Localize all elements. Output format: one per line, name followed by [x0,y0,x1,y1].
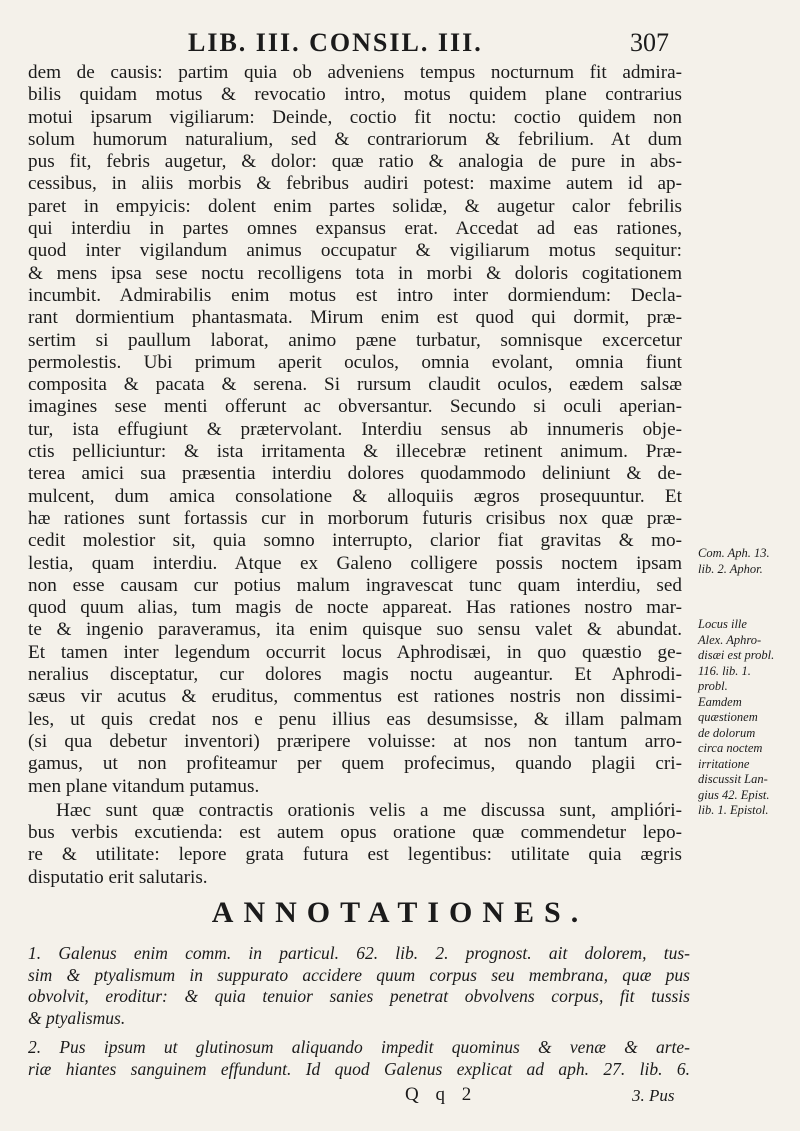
signature-mark: Q q 2 [405,1084,478,1105]
annotation-line: 2. Pus ipsum ut glutinosum aliquando impedit quominus & venæ & arte- [28,1037,690,1057]
margin-note-line: discussit Lan- [698,772,768,786]
margin-note-line: lib. 2. Aphor. [698,561,763,576]
page-header [0,22,800,62]
page-number: 307 [630,28,669,57]
margin-note [698,546,798,577]
margin-note-line: gius 42. Epist. [698,787,770,802]
section-title: ANNOTATIONES. [211,896,589,929]
text-line: neralius disceptatur, cur dolores magis noctu augeantur. Et Aphrodi- [28,664,682,686]
text-line: cessibus, in aliis morbis & febribus audiri potest: maxime autem id ap- [28,173,682,195]
text-line: les, ut quis credat nos e penu illius eas desumsisse, & illam palmam [28,708,682,730]
margin-note-line: 116. lib. 1. [698,663,751,678]
text-line: hæ rationes sunt fortassis cur in morborum futuris crisibus nox quæ præ- [28,507,682,529]
paragraph [28,800,682,889]
annotation-line: riæ hiantes sanguinem effundunt. Id quod Galenus explicat ad aph. 27. lib. 6. [28,1058,690,1079]
text-line: lestia, quam interdiu. Atque ex Galeno colligere possis noctem ipsam [28,552,682,574]
text-line: Et tamen inter legendum occurrit locus Aphrodisæi, in quo quæstio ge- [28,641,682,663]
text-line: re & utilitate: lepore grata futura est legentibus: utilitate quia ægris [28,844,682,866]
text-line: mulcent, dum amica consolatione & alloquiis ægros prosequuntur. Et [28,485,682,507]
main-text [28,62,682,889]
text-line: rant dormientium phantasmata. Mirum enim est quod qui dormit, præ- [28,307,682,329]
margin-note-line: Locus ille [698,617,747,631]
margin-notes [698,546,798,859]
margin-note-line: probl. [698,679,728,693]
paragraph [28,62,682,798]
text-line: pus fit, febris augetur, & dolor: quæ ratio & analogia de pure in abs- [28,151,682,173]
text-line: bilis quidam motus & revocatio intro, motus quidem plane contrarius [28,84,682,106]
text-line: men plane vitandum putamus. [28,775,260,797]
margin-note-line: Com. Aph. 13. [698,546,770,560]
text-line: sæus vir acutus & eruditus, commentus est rationes nostris non dissimi- [28,686,682,708]
text-line: permolestis. Ubi primum aperit oculos, omnia evolant, omnia fiunt [28,351,682,373]
text-line: (si qua debetur inventori) præripere voluisse: at nos non tantum arro- [28,730,682,752]
text-line: terea amici sua præsentia interdiu dolores quodammodo deliniunt & de- [28,463,682,485]
annotation-line: sim & ptyalismum in suppurato accidere quum corpus seu membrana, quæ pus [28,964,690,985]
margin-note-line: de dolorum [698,725,756,740]
margin-note-line: Alex. Aphro- [698,632,762,647]
margin-note-line: circa noctem [698,741,763,755]
text-line: tur, ista effugiunt & prætervolant. Interdiu sensus ab innumeris obje- [28,418,682,440]
annotation-line: 1. Galenus enim comm. in particul. 62. lib. 2. prognost. ait dolorem, tus- [28,943,690,963]
text-line: quod quum alias, tum magis de nocte appareat. Has rationes nostro mar- [28,597,682,619]
text-line: qui interdiu in partes omnes expansus erat. Accedat ad eas rationes, [28,218,682,240]
margin-note-line: lib. 1. Epistol. [698,803,769,817]
annotation-line: obvolvit, eroditur: & quia tenuior sanies penetrat obvolvens corpus, fit tussis [28,986,690,1006]
text-line: Hæc sunt quæ contractis orationis velis a me discussa sunt, amplióri- [56,799,682,821]
text-line: imagines sese menti offerunt ac obversantur. Secundo si oculi aperian- [28,396,682,418]
annotation-item [28,943,690,1029]
text-line: ctis pelliciuntur: & ista irritamenta & illecebræ retinent animum. Præ- [28,441,682,463]
margin-note-line: disæi est probl. [698,648,775,662]
annotation-line: & ptyalismus. [28,1007,126,1028]
text-line: quod inter vigilandum animus occupatur & vigiliarum motus sequitur: [28,240,682,262]
page-footer [0,1084,800,1114]
annotations [28,943,690,1080]
text-line: gamus, ut non profiteamur per quem profecimus, quando plagii cri- [28,753,682,775]
text-line: disputatio erit salutaris. [28,866,208,888]
catchword: 3. Pus [632,1086,675,1105]
text-line: & mens ipsa sese noctu recolligens tota in morbi & doloris cogitationem [28,262,682,284]
text-line: paret in empyicis: dolent enim partes solidæ, & augetur calor febrilis [28,195,682,217]
text-line: composita & pacata & serena. Si rursum claudit oculos, eædem salsæ [28,374,682,396]
text-line: non esse causam cur potius malum ingravescat tunc quam interdiu, sed [28,574,682,596]
margin-note-line: Eamdem [698,694,742,709]
annotation-item [28,1037,690,1080]
text-line: motui ipsarum vigiliarum: Deinde, coctio fit noctu: coctio quidem non [28,106,682,128]
text-line: cedit molestior sit, quia somno interrupto, clarior fiat gravitas & mo- [28,530,682,552]
text-line: sertim si paullum laborat, animo pæne turbatur, somnisque excercetur [28,329,682,351]
text-line: te & ingenio paraveramus, ita enim quisque suo sensu valet & abundat. [28,619,682,641]
margin-note [698,617,798,819]
text-line: solum humorum naturalium, sed & contrariorum & febrilium. At dum [28,128,682,150]
text-line: bus verbis excutienda: est autem opus oratione quæ commendetur lepo- [28,822,682,844]
text-line: incumbit. Admirabilis enim motus est intro inter dormiendum: Decla- [28,284,682,306]
margin-note-line: quæstionem [698,710,758,724]
running-title: LIB. III. CONSIL. III. [188,28,483,57]
text-line: dem de causis: partim quia ob adveniens tempus nocturnum fit admira- [28,62,682,83]
margin-note-line: irritatione [698,756,750,771]
